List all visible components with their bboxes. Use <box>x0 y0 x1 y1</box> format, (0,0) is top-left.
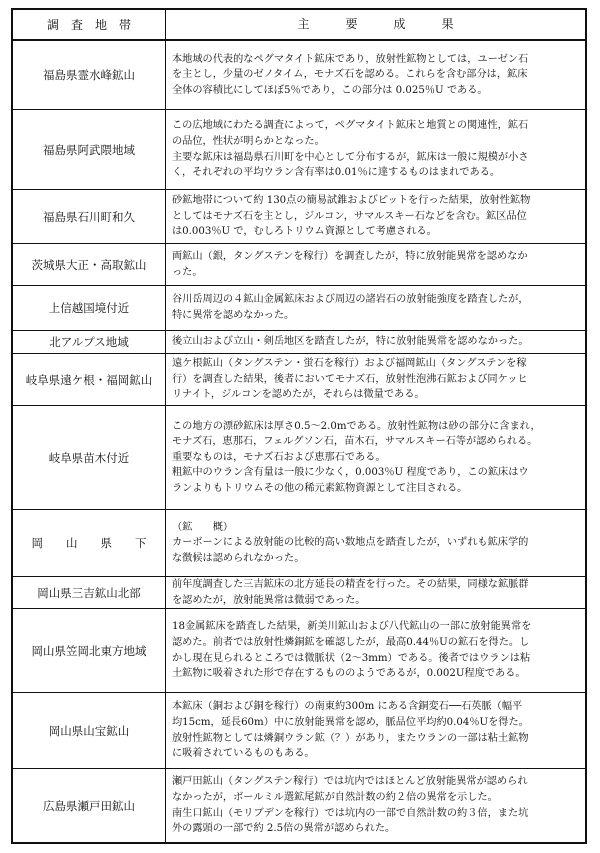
table-row <box>13 693 585 769</box>
survey-area-cell: 福島県阿武隈地域 <box>43 142 135 157</box>
survey-area-cell: 広島県瀬戸田鉱山 <box>43 798 135 813</box>
results-line: かし現在見られるところでは微脈状（2〜3mm）である。後者ではウランは粘 <box>172 652 531 664</box>
table-row <box>13 354 585 406</box>
table-row <box>13 286 585 331</box>
results-cell <box>172 331 581 353</box>
survey-area-cell: 岡山県三吉鉱山北部 <box>37 585 141 600</box>
results-line: 本地域の代表的なペグマタイト鉱床であり，放射性鉱物としては，ユーゼン石 <box>172 53 529 65</box>
results-line: に吸着されているものもある。 <box>172 748 315 760</box>
results-line: を主とし，少量のゼノタイム，モナズ石を認める。これらを含む部分は，鉱床 <box>172 69 528 81</box>
results-line: 土鉱物に吸着された形で存在するもののようであるが，0.002U程度である。 <box>172 668 526 680</box>
survey-area-cell: 福島県石川町和久 <box>43 209 135 224</box>
column-divider <box>165 286 166 330</box>
results-line: 砂鉱地帯について約 130点の簡易試錐およびピットを行った結果，放射性鉱物 <box>172 195 531 207</box>
column-divider <box>165 577 166 608</box>
column-divider <box>165 609 166 692</box>
survey-area-cell: 岡 山 県 下 <box>31 536 147 550</box>
results-line: 重要なものは，モナズ石および恵那石である。 <box>172 451 386 463</box>
survey-results-table <box>11 8 587 844</box>
results-cell <box>172 693 581 768</box>
results-line: 認めた。前者では放射性燐銅鉱を確認したが，最高0.44％Uの鉱石を得た。し <box>172 636 530 648</box>
column-divider <box>165 110 166 189</box>
table-row <box>13 190 585 244</box>
survey-area-cell: 北アルプス地域 <box>49 335 129 349</box>
results-cell <box>172 354 581 405</box>
table-row <box>13 510 585 577</box>
column-divider <box>165 354 166 405</box>
results-line: った。 <box>172 266 203 278</box>
results-line: は0.003％U で，むしろトリウム資源として考慮される。 <box>172 226 437 238</box>
results-cell <box>172 41 581 109</box>
results-cell <box>172 609 581 692</box>
table-row <box>13 769 585 842</box>
results-cell <box>172 110 581 189</box>
results-cell <box>172 577 581 608</box>
results-line: く，それぞれの平均ウラン含有率は0.01％に達するものはまれである。 <box>172 167 501 179</box>
table-row <box>13 406 585 510</box>
results-line: 本鉱床（銅および銅を稼行）の南東約300m にある含銅変石──石英脈（幅平 <box>172 701 523 713</box>
results-line: 粗鉱中のウラン含有量は一般に少なく，0.003％U 程度であり，この鉱床はウ <box>172 467 529 479</box>
results-cell <box>172 244 581 285</box>
header-survey-area: 調 査 地 帯 <box>46 18 131 32</box>
results-line: 遠ケ根鉱山（タングステン・蛍石を稼行）および福岡鉱山（タングステンを稼 <box>172 358 527 370</box>
survey-area-cell: 福島県霊水峰鉱山 <box>43 68 135 82</box>
table-row <box>13 110 585 190</box>
results-line: （鉱 概） <box>172 521 234 533</box>
column-divider <box>165 244 166 285</box>
results-line: この地方の漂砂鉱床は厚さ0.5〜2.0mである。放射性鉱物は砂の部分に含まれ， <box>172 420 541 432</box>
results-line: 行）を調査した結果，後者においてモナズ石，放射性泡沸石鉱および同ケッヒ <box>172 373 528 385</box>
results-line: カーボーンによる放射能の比較的高い数地点を踏査したが，いずれも鉱床学的 <box>172 537 529 549</box>
results-line: ランよりもトリウムその他の稀元素鉱物資源として注目される。 <box>172 482 468 494</box>
results-line: な徴候は認められなかった。 <box>172 552 305 564</box>
results-cell <box>172 769 581 842</box>
table-row <box>13 609 585 693</box>
survey-area-cell: 岡山県山宝鉱山 <box>48 723 130 738</box>
column-divider <box>165 510 166 576</box>
survey-area-cell: 岡山県笠岡北東方地域 <box>31 643 147 658</box>
header-main-results: 主 要 成 果 <box>297 16 454 31</box>
results-line: 谷川岳周辺の４鉱山金属鉱床および周辺の諸岩石の放射能強度を踏査したが， <box>172 294 529 306</box>
results-line: 全体の容積比にしてほぼ5％であり，この部分は 0.025％U である。 <box>172 84 488 96</box>
results-line: としてはモナズ石を主とし，ジルコン，サマルスキー石などを含む。鉱区品位 <box>172 210 527 222</box>
survey-area-cell: 岐阜県苗木付近 <box>48 450 130 465</box>
results-line: 主要な鉱床は福島県石川町を中心として分布するが，鉱床は一般に規模が小さ <box>172 151 529 163</box>
results-cell <box>172 286 581 330</box>
column-divider <box>165 331 166 353</box>
column-divider <box>165 41 166 109</box>
results-line: この広地域にわたる調査によって，ペグマタイト鉱床と地質との関連性，鉱石 <box>172 120 529 132</box>
column-divider <box>165 190 166 243</box>
results-line: 18金属鉱床を踏査した結果，新美川鉱山および八代鉱山の一部に放射能異常を <box>172 621 532 633</box>
column-divider <box>165 769 166 842</box>
table-row <box>13 244 585 286</box>
results-cell <box>172 190 581 243</box>
results-line: 後立山および立山・剣岳地区を踏査したが，特に放射能異常を認めなかった。 <box>172 336 529 348</box>
results-line: リナイト，ジルコンを認めたが，それらは微量である。 <box>172 389 425 401</box>
results-line: 放射性鉱物としては燐銅ウラン鉱（？）があり，またウランの一部は粘土鉱物 <box>172 732 529 744</box>
results-cell <box>172 406 581 509</box>
results-line: 外の露頭の一部で約 2.5倍の異常が認められた。 <box>172 823 396 835</box>
table-row <box>13 331 585 354</box>
results-line: 瀬戸田鉱山（タングステン稼行）では坑内ではほとんど放射能異常が認められ <box>172 776 528 788</box>
table-row <box>13 41 585 110</box>
survey-area-cell: 岐阜県遠ケ根・福岡鉱山 <box>25 372 153 387</box>
results-line: を認めたが，放射能異常は微弱であった。 <box>172 594 366 606</box>
results-cell <box>172 510 581 576</box>
results-line: 特に異常を認めなかった。 <box>172 310 295 321</box>
results-line: 均15cm，延長60m）中に放射能異常を認め，脈品位平均約0.04％Uを得た。 <box>172 716 529 728</box>
results-line: 前年度調査した三吉鉱床の北方延長の精査を行った。その結果，同様な鉱脈群 <box>172 579 529 590</box>
results-line: 両鉱山（銀，タングステンを稼行）を調査したが，特に放射能異常を認めなか <box>172 250 528 262</box>
table-header <box>13 10 585 41</box>
survey-area-cell: 上信越国境付近 <box>48 301 130 315</box>
column-divider <box>165 693 166 768</box>
results-line: モナズ石，恵那石，フェルグソン石，苗木石，サマルスキー石等が認められる。 <box>172 436 538 448</box>
results-line: なかったが，ボールミル選鉱尾鉱が自然計数の約２倍の異常を示した。 <box>172 791 498 803</box>
results-line: の品位，性状が明らかとなった。 <box>172 135 325 147</box>
column-divider <box>165 406 166 509</box>
results-line: 南生口鉱山（モリブデンを稼行）では坑内の一部で自然計数の約３倍，また坑 <box>172 807 529 819</box>
table-row <box>13 577 585 609</box>
survey-area-cell: 茨城県大正・高取鉱山 <box>31 257 147 272</box>
